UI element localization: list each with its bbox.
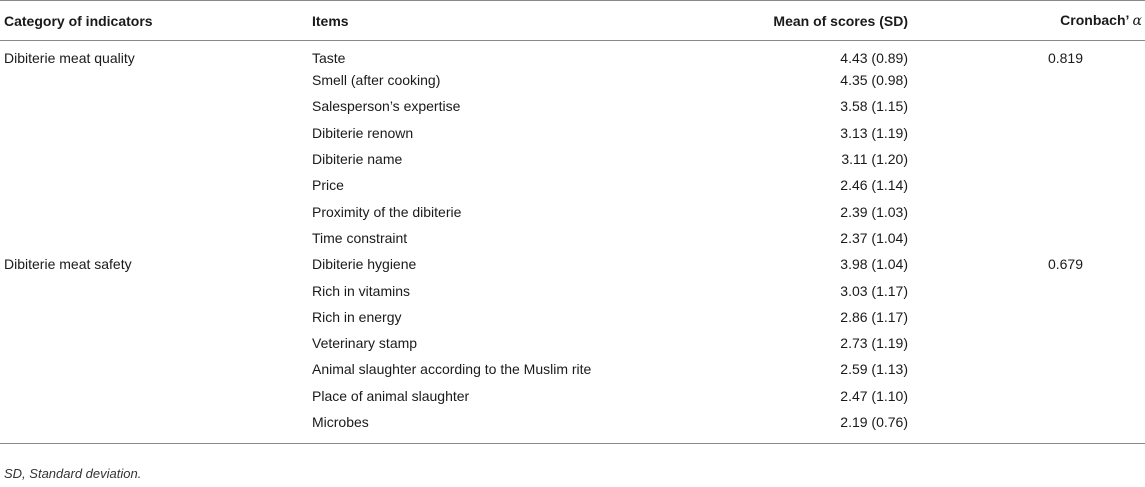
- mean-score-cell: 4.43 (0.89): [840, 50, 908, 66]
- category-cell: [0, 120, 306, 146]
- category-cell: [0, 225, 306, 251]
- table-row: [0, 93, 1145, 119]
- cronbach-alpha-cell: [946, 330, 1145, 356]
- table-row: [0, 225, 1145, 251]
- cronbach-alpha-cell: [946, 67, 1145, 93]
- item-cell: Time constraint: [312, 229, 408, 246]
- table-row: [0, 146, 1145, 172]
- category-cell: Dibiterie meat quality: [4, 50, 135, 66]
- category-cell: [0, 383, 306, 409]
- category-cell: [0, 93, 306, 119]
- header-items: Items: [306, 1, 736, 41]
- header-category: Category of indicators: [0, 1, 306, 41]
- header-alpha-label: Cronbach’: [1060, 12, 1129, 28]
- mean-score-cell: 2.46 (1.14): [840, 177, 908, 194]
- mean-score-cell: 3.03 (1.17): [840, 282, 908, 299]
- item-cell: Rich in energy: [312, 308, 402, 325]
- item-cell: Proximity of the dibiterie: [312, 203, 462, 220]
- mean-score-cell: 4.35 (0.98): [840, 72, 908, 89]
- alpha-symbol: α: [1132, 13, 1142, 29]
- table-row: [0, 198, 1145, 224]
- table-row: [0, 67, 1145, 93]
- table-row: [0, 409, 1145, 444]
- category-cell: [0, 277, 306, 303]
- table-row: [0, 172, 1145, 198]
- mean-score-cell: 2.37 (1.04): [840, 229, 908, 246]
- header-cronbach-alpha: [946, 1, 1145, 41]
- cronbach-alpha-cell: [946, 409, 1145, 444]
- cronbach-alpha-cell: [946, 198, 1145, 224]
- mean-score-cell: 3.11 (1.20): [841, 151, 908, 168]
- mean-score-cell: 3.13 (1.19): [840, 124, 908, 141]
- item-cell: Veterinary stamp: [312, 335, 418, 352]
- mean-score-cell: 2.73 (1.19): [840, 335, 908, 352]
- category-cell: [0, 304, 306, 330]
- table-header: [0, 1, 1145, 41]
- cronbach-alpha-cell: [946, 120, 1145, 146]
- item-cell: Place of animal slaughter: [312, 387, 470, 404]
- mean-score-cell: 3.58 (1.15): [840, 98, 908, 115]
- cronbach-alpha-cell: 0.679: [1047, 256, 1083, 273]
- mean-score-cell: 2.39 (1.03): [840, 203, 908, 220]
- cronbach-alpha-cell: [946, 356, 1145, 382]
- item-cell: Animal slaughter according to the Muslim rite: [312, 361, 592, 378]
- cronbach-alpha-cell: [946, 383, 1145, 409]
- mean-score-cell: 2.47 (1.10): [840, 387, 908, 404]
- mean-score-cell: 3.98 (1.04): [840, 256, 908, 273]
- category-cell: [0, 67, 306, 93]
- mean-score-cell: 2.86 (1.17): [840, 308, 908, 325]
- header-mean: Mean of scores (SD): [736, 1, 946, 41]
- item-cell: Microbes: [306, 409, 736, 444]
- cronbach-alpha-cell: [946, 93, 1145, 119]
- category-cell: [0, 146, 306, 172]
- table-footnote: SD, Standard deviation.: [4, 466, 142, 481]
- cronbach-alpha-cell: [946, 172, 1145, 198]
- table-row: [0, 383, 1145, 409]
- table-row: [0, 251, 1145, 277]
- table-row: [0, 330, 1145, 356]
- cronbach-alpha-cell: [946, 304, 1145, 330]
- item-cell: Taste: [312, 50, 346, 66]
- item-cell: Dibiterie hygiene: [312, 256, 417, 273]
- category-cell: [0, 409, 306, 444]
- table-row: [0, 304, 1145, 330]
- mean-score-cell: 2.59 (1.13): [840, 361, 908, 378]
- table-row: [0, 277, 1145, 303]
- cronbach-alpha-cell: [946, 146, 1145, 172]
- category-cell: [0, 330, 306, 356]
- item-cell: Rich in vitamins: [312, 282, 411, 299]
- table-body: [0, 41, 1145, 444]
- item-cell: Dibiterie renown: [312, 124, 414, 141]
- category-cell: [0, 198, 306, 224]
- item-cell: Dibiterie name: [312, 151, 403, 168]
- cronbach-alpha-cell: [946, 277, 1145, 303]
- table-row: [0, 120, 1145, 146]
- mean-score-cell: 2.19 (0.76): [736, 409, 946, 444]
- table-row: [0, 356, 1145, 382]
- cronbach-alpha-cell: [946, 225, 1145, 251]
- item-cell: Price: [312, 177, 344, 194]
- header-row: [0, 1, 1145, 41]
- category-cell: Dibiterie meat safety: [4, 256, 132, 273]
- item-cell: Salesperson’s expertise: [312, 98, 461, 115]
- category-cell: [0, 356, 306, 382]
- category-cell: [0, 172, 306, 198]
- item-cell: Smell (after cooking): [312, 72, 441, 89]
- cronbach-alpha-cell: 0.819: [1047, 50, 1083, 66]
- table-row: [0, 41, 1145, 68]
